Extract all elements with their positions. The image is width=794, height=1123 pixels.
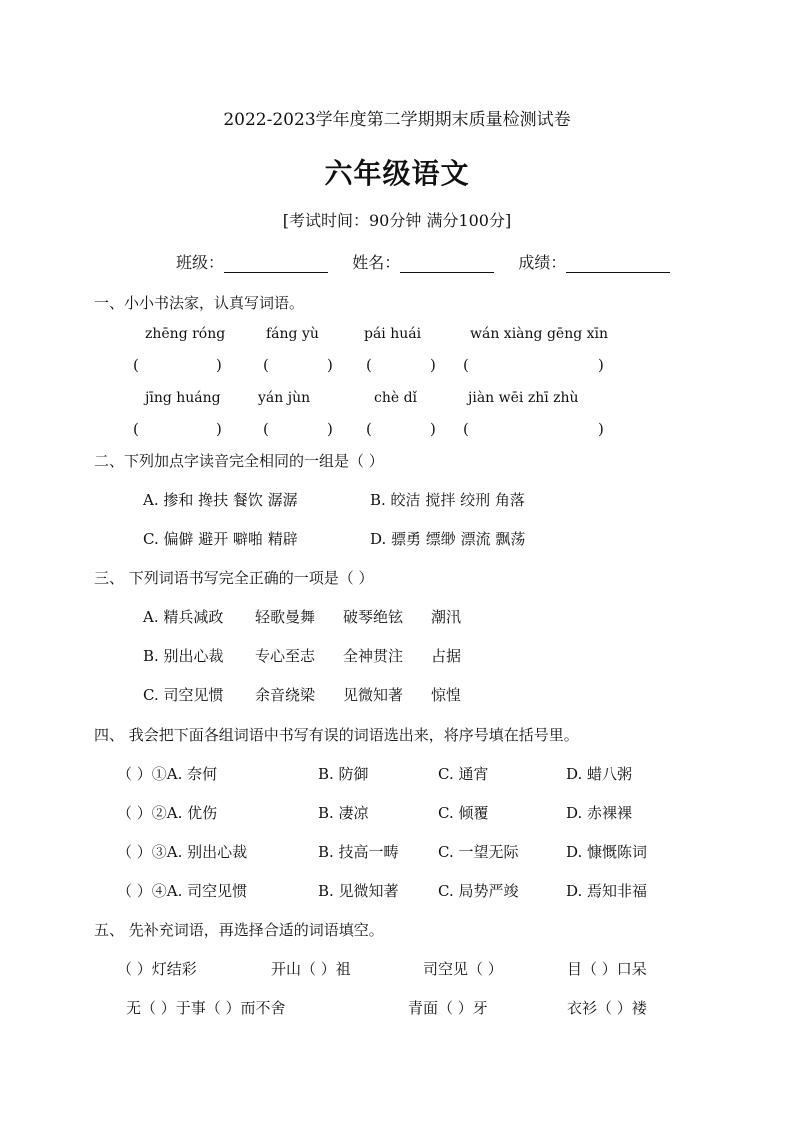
q3-option-label: B. 别出心裁 bbox=[143, 647, 224, 665]
q4-choice: B. 见微知著 bbox=[318, 882, 399, 900]
class-field[interactable] bbox=[224, 256, 328, 273]
q5-fill-item[interactable]: 目（ ）口呆 bbox=[567, 960, 647, 978]
q2-heading: 二、下列加点字读音完全相同的一组是（ ） bbox=[94, 452, 384, 470]
exam-info: [考试时间：90分钟 满分100分] bbox=[282, 211, 512, 230]
q3-heading: 三、 下列词语书写完全正确的一项是（ ） bbox=[94, 569, 374, 587]
q4-choice: D. 赤裸裸 bbox=[566, 804, 633, 822]
q3-word: 轻歌曼舞 bbox=[255, 608, 316, 626]
exam-subtitle: 2022-2023学年度第二学期期末质量检测试卷 bbox=[223, 110, 571, 130]
q5-fill-item[interactable]: 无（ ）于事（ ）而不舍 bbox=[126, 999, 286, 1017]
q3-word: 破琴绝铉 bbox=[343, 608, 404, 626]
q3-option-label: A. 精兵减政 bbox=[143, 608, 224, 626]
q5-fill-item[interactable]: 衣衫（ ）褛 bbox=[567, 999, 647, 1017]
q4-choice: C. 局势严竣 bbox=[438, 882, 519, 900]
answer-box-close: ) bbox=[216, 420, 222, 438]
answer-box-open: ( bbox=[366, 420, 372, 438]
q3-word: 专心至志 bbox=[255, 647, 316, 665]
q4-answer-blank[interactable]: （ ）②A. 优伤 bbox=[117, 804, 218, 822]
name-field[interactable] bbox=[400, 256, 494, 273]
q3-word: 占据 bbox=[431, 647, 462, 665]
answer-box-close: ) bbox=[327, 356, 333, 374]
answer-box-open: ( bbox=[463, 356, 469, 374]
pinyin-item: chè dǐ bbox=[374, 390, 418, 406]
q3-option-label: C. 司空见惯 bbox=[143, 686, 224, 704]
q2-option-d[interactable]: D. 骠勇 缥缈 漂流 飘荡 bbox=[370, 530, 526, 548]
score-field[interactable] bbox=[566, 256, 670, 273]
q4-choice: B. 技高一畴 bbox=[318, 843, 399, 861]
q4-choice: D. 蜡八粥 bbox=[566, 765, 633, 783]
q5-fill-item[interactable]: 司空见（ ） bbox=[423, 960, 503, 978]
name-label: 姓名： bbox=[352, 253, 401, 272]
q4-choice: D. 慷慨陈词 bbox=[566, 843, 648, 861]
answer-box-open: ( bbox=[263, 356, 269, 374]
q4-answer-blank[interactable]: （ ）④A. 司空见惯 bbox=[117, 882, 248, 900]
q1-heading: 一、小小书法家，认真写词语。 bbox=[94, 294, 305, 312]
q4-choice: D. 焉知非福 bbox=[566, 882, 648, 900]
q4-answer-blank[interactable]: （ ）③A. 别出心裁 bbox=[117, 843, 248, 861]
pinyin-item: jiàn wēi zhī zhù bbox=[468, 390, 579, 406]
q5-heading: 五、 先补充词语，再选择合适的词语填空。 bbox=[94, 921, 384, 939]
exam-title: 六年级语文 bbox=[324, 157, 470, 190]
answer-box-close: ) bbox=[430, 420, 436, 438]
q2-option-b[interactable]: B. 皎洁 搅拌 绞刑 角落 bbox=[370, 491, 525, 509]
q4-choice: C. 一望无际 bbox=[438, 843, 519, 861]
q3-word: 余音绕梁 bbox=[255, 686, 316, 704]
pinyin-item: zhēng róng bbox=[145, 326, 226, 342]
answer-box-close: ) bbox=[216, 356, 222, 374]
class-label: 班级： bbox=[176, 253, 225, 272]
q5-fill-item[interactable]: 青面（ ）牙 bbox=[408, 999, 488, 1017]
pinyin-item: fáng yù bbox=[266, 326, 319, 342]
pinyin-item: wán xiàng gēng xīn bbox=[470, 326, 609, 342]
q3-word: 惊惶 bbox=[431, 686, 462, 704]
answer-box-open: ( bbox=[133, 356, 139, 374]
pinyin-item: jīng huáng bbox=[145, 390, 221, 406]
answer-box-close: ) bbox=[598, 420, 604, 438]
q3-word: 全神贯注 bbox=[343, 647, 404, 665]
q2-option-c[interactable]: C. 偏僻 避开 噼啪 精辟 bbox=[143, 530, 298, 548]
answer-box-close: ) bbox=[598, 356, 604, 374]
q2-option-a[interactable]: A. 掺和 搀扶 餐饮 潺潺 bbox=[143, 491, 298, 509]
q4-choice: C. 通宵 bbox=[438, 765, 489, 783]
answer-box-close: ) bbox=[327, 420, 333, 438]
q5-fill-item[interactable]: （ ）灯结彩 bbox=[117, 960, 197, 978]
q4-answer-blank[interactable]: （ ）①A. 奈何 bbox=[117, 765, 218, 783]
answer-box-close: ) bbox=[430, 356, 436, 374]
answer-box-open: ( bbox=[263, 420, 269, 438]
q5-fill-item[interactable]: 开山（ ）祖 bbox=[271, 960, 351, 978]
score-label: 成绩： bbox=[518, 253, 567, 272]
q3-word: 见微知著 bbox=[343, 686, 404, 704]
answer-box-open: ( bbox=[463, 420, 469, 438]
q4-choice: B. 凄凉 bbox=[318, 804, 369, 822]
q3-word: 潮汛 bbox=[431, 608, 462, 626]
q4-choice: B. 防御 bbox=[318, 765, 369, 783]
answer-box-open: ( bbox=[366, 356, 372, 374]
pinyin-item: yán jùn bbox=[258, 390, 311, 406]
student-info-row bbox=[176, 250, 670, 273]
q4-choice: C. 倾覆 bbox=[438, 804, 489, 822]
answer-box-open: ( bbox=[133, 420, 139, 438]
q4-heading: 四、 我会把下面各组词语中书写有误的词语选出来，将序号填在括号里。 bbox=[94, 726, 579, 744]
pinyin-item: pái huái bbox=[364, 326, 422, 342]
